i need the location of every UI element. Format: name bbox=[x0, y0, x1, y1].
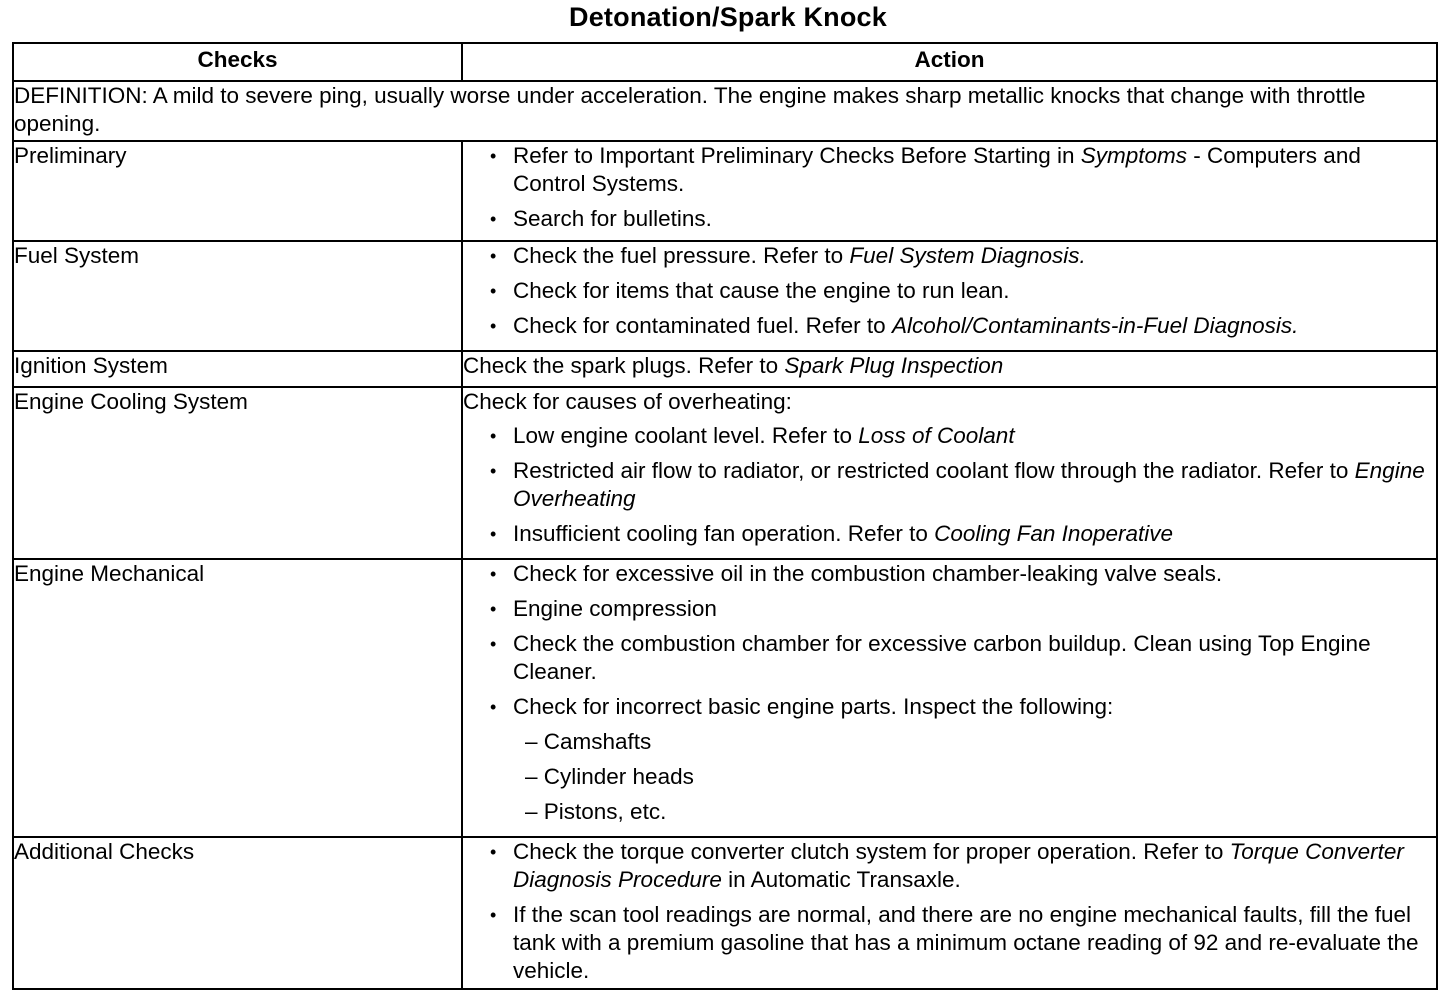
item-text: Check for incorrect basic engine parts. Inspect the following: bbox=[513, 694, 1114, 719]
list-item bbox=[463, 520, 1436, 548]
header-row bbox=[13, 43, 1437, 81]
bullet-icon: • bbox=[490, 524, 497, 544]
bullet-icon: • bbox=[490, 634, 497, 654]
item-text: Check for contaminated fuel. Refer to bbox=[513, 313, 892, 338]
action-additional-checks bbox=[462, 837, 1437, 989]
action-ignition-system bbox=[462, 351, 1437, 387]
bullet-icon: • bbox=[490, 246, 497, 266]
item-text: Engine compression bbox=[513, 596, 717, 621]
item-text: Search for bulletins. bbox=[513, 206, 712, 231]
table-row bbox=[13, 837, 1437, 989]
cooling-intro: Check for causes of overheating: bbox=[463, 389, 792, 414]
check-engine-mechanical: Engine Mechanical bbox=[13, 559, 462, 837]
list-item bbox=[463, 312, 1436, 340]
table-row bbox=[13, 241, 1437, 351]
bullet-icon: • bbox=[490, 842, 497, 862]
item-text: Check the torque converter clutch system for proper operation. Refer to bbox=[513, 839, 1230, 864]
check-additional-checks: Additional Checks bbox=[13, 837, 462, 989]
bullet-icon: • bbox=[490, 599, 497, 619]
list-item bbox=[463, 693, 1436, 826]
checks-column-header: Checks bbox=[13, 43, 462, 81]
table-row bbox=[13, 559, 1437, 837]
bullet-icon: • bbox=[490, 281, 497, 301]
item-text: Refer to Important Preliminary Checks Before Starting in bbox=[513, 143, 1081, 168]
item-text: Check the fuel pressure. Refer to bbox=[513, 243, 850, 268]
table-row bbox=[13, 141, 1437, 241]
sub-list-item: – Camshafts bbox=[525, 729, 652, 754]
page-title: Detonation/Spark Knock bbox=[569, 2, 887, 32]
list-item bbox=[463, 630, 1436, 686]
list-item bbox=[463, 457, 1436, 513]
list-item bbox=[463, 205, 1436, 233]
check-fuel-system: Fuel System bbox=[13, 241, 462, 351]
item-text: Check the combustion chamber for excessive carbon buildup. Clean using Top Engine Cleaner. bbox=[513, 631, 1371, 684]
spark-plug-inspection-reference[interactable]: Spark Plug Inspection bbox=[784, 353, 1004, 378]
table-row bbox=[13, 387, 1437, 559]
check-preliminary: Preliminary bbox=[13, 141, 462, 241]
list-item bbox=[463, 838, 1436, 894]
item-text: Restricted air flow to radiator, or restricted coolant flow through the radiator. Refer to bbox=[513, 458, 1355, 483]
list-item bbox=[463, 142, 1436, 198]
symptoms-reference[interactable]: Symptoms bbox=[1080, 143, 1188, 168]
sub-list-item: – Cylinder heads bbox=[525, 764, 694, 789]
engine-overheating-reference[interactable]: Engine Overheating bbox=[513, 458, 1425, 511]
action-preliminary bbox=[462, 141, 1437, 241]
action-engine-mechanical bbox=[462, 559, 1437, 837]
table-row bbox=[13, 351, 1437, 387]
item-text: Check the spark plugs. Refer to bbox=[463, 353, 785, 378]
bullet-icon: • bbox=[490, 905, 497, 925]
check-engine-cooling-system: Engine Cooling System bbox=[13, 387, 462, 559]
cooling-fan-inoperative-reference[interactable]: Cooling Fan Inoperative bbox=[934, 521, 1174, 546]
action-fuel-system bbox=[462, 241, 1437, 351]
list-item bbox=[463, 595, 1436, 623]
list-item bbox=[463, 242, 1436, 270]
list-item bbox=[463, 560, 1436, 588]
bullet-icon: • bbox=[490, 461, 497, 481]
bullet-icon: • bbox=[490, 316, 497, 336]
item-text: Insufficient cooling fan operation. Refer to bbox=[513, 521, 935, 546]
sub-list-item: – Pistons, etc. bbox=[525, 799, 667, 824]
action-engine-cooling-system bbox=[462, 387, 1437, 559]
definition-row bbox=[13, 81, 1437, 141]
item-text: If the scan tool readings are normal, and there are no engine mechanical faults, fill the fuel tank with a premium gasoline that has a minimum octane reading of 92 and re-evaluate the vehicle. bbox=[513, 902, 1419, 983]
fuel-system-diagnosis-reference[interactable]: Fuel System Diagnosis. bbox=[849, 243, 1086, 268]
list-item bbox=[463, 277, 1436, 305]
item-text: in Automatic Transaxle. bbox=[721, 867, 961, 892]
item-text: - Computers and Control Systems. bbox=[513, 143, 1361, 196]
action-column-header: Action bbox=[462, 43, 1437, 81]
torque-converter-diagnosis-reference[interactable]: Torque Converter Diagnosis Procedure bbox=[513, 839, 1404, 892]
diagnosis-table bbox=[12, 42, 1438, 990]
check-ignition-system: Ignition System bbox=[13, 351, 462, 387]
item-text: Check for excessive oil in the combustion chamber-leaking valve seals. bbox=[513, 561, 1223, 586]
list-item bbox=[463, 422, 1436, 450]
bullet-icon: • bbox=[490, 426, 497, 446]
loss-of-coolant-reference[interactable]: Loss of Coolant bbox=[858, 423, 1015, 448]
item-text: Check for items that cause the engine to run lean. bbox=[513, 278, 1010, 303]
bullet-icon: • bbox=[490, 209, 497, 229]
list-item bbox=[463, 901, 1436, 985]
bullet-icon: • bbox=[490, 146, 497, 166]
bullet-icon: • bbox=[490, 564, 497, 584]
bullet-icon: • bbox=[490, 697, 497, 717]
item-text: Low engine coolant level. Refer to bbox=[513, 423, 859, 448]
contaminants-diagnosis-reference[interactable]: Alcohol/Contaminants-in-Fuel Diagnosis. bbox=[891, 313, 1299, 338]
definition-text: DEFINITION: A mild to severe ping, usually worse under acceleration. The engine makes sharp metallic knocks that change with throttle opening. bbox=[13, 81, 1437, 141]
